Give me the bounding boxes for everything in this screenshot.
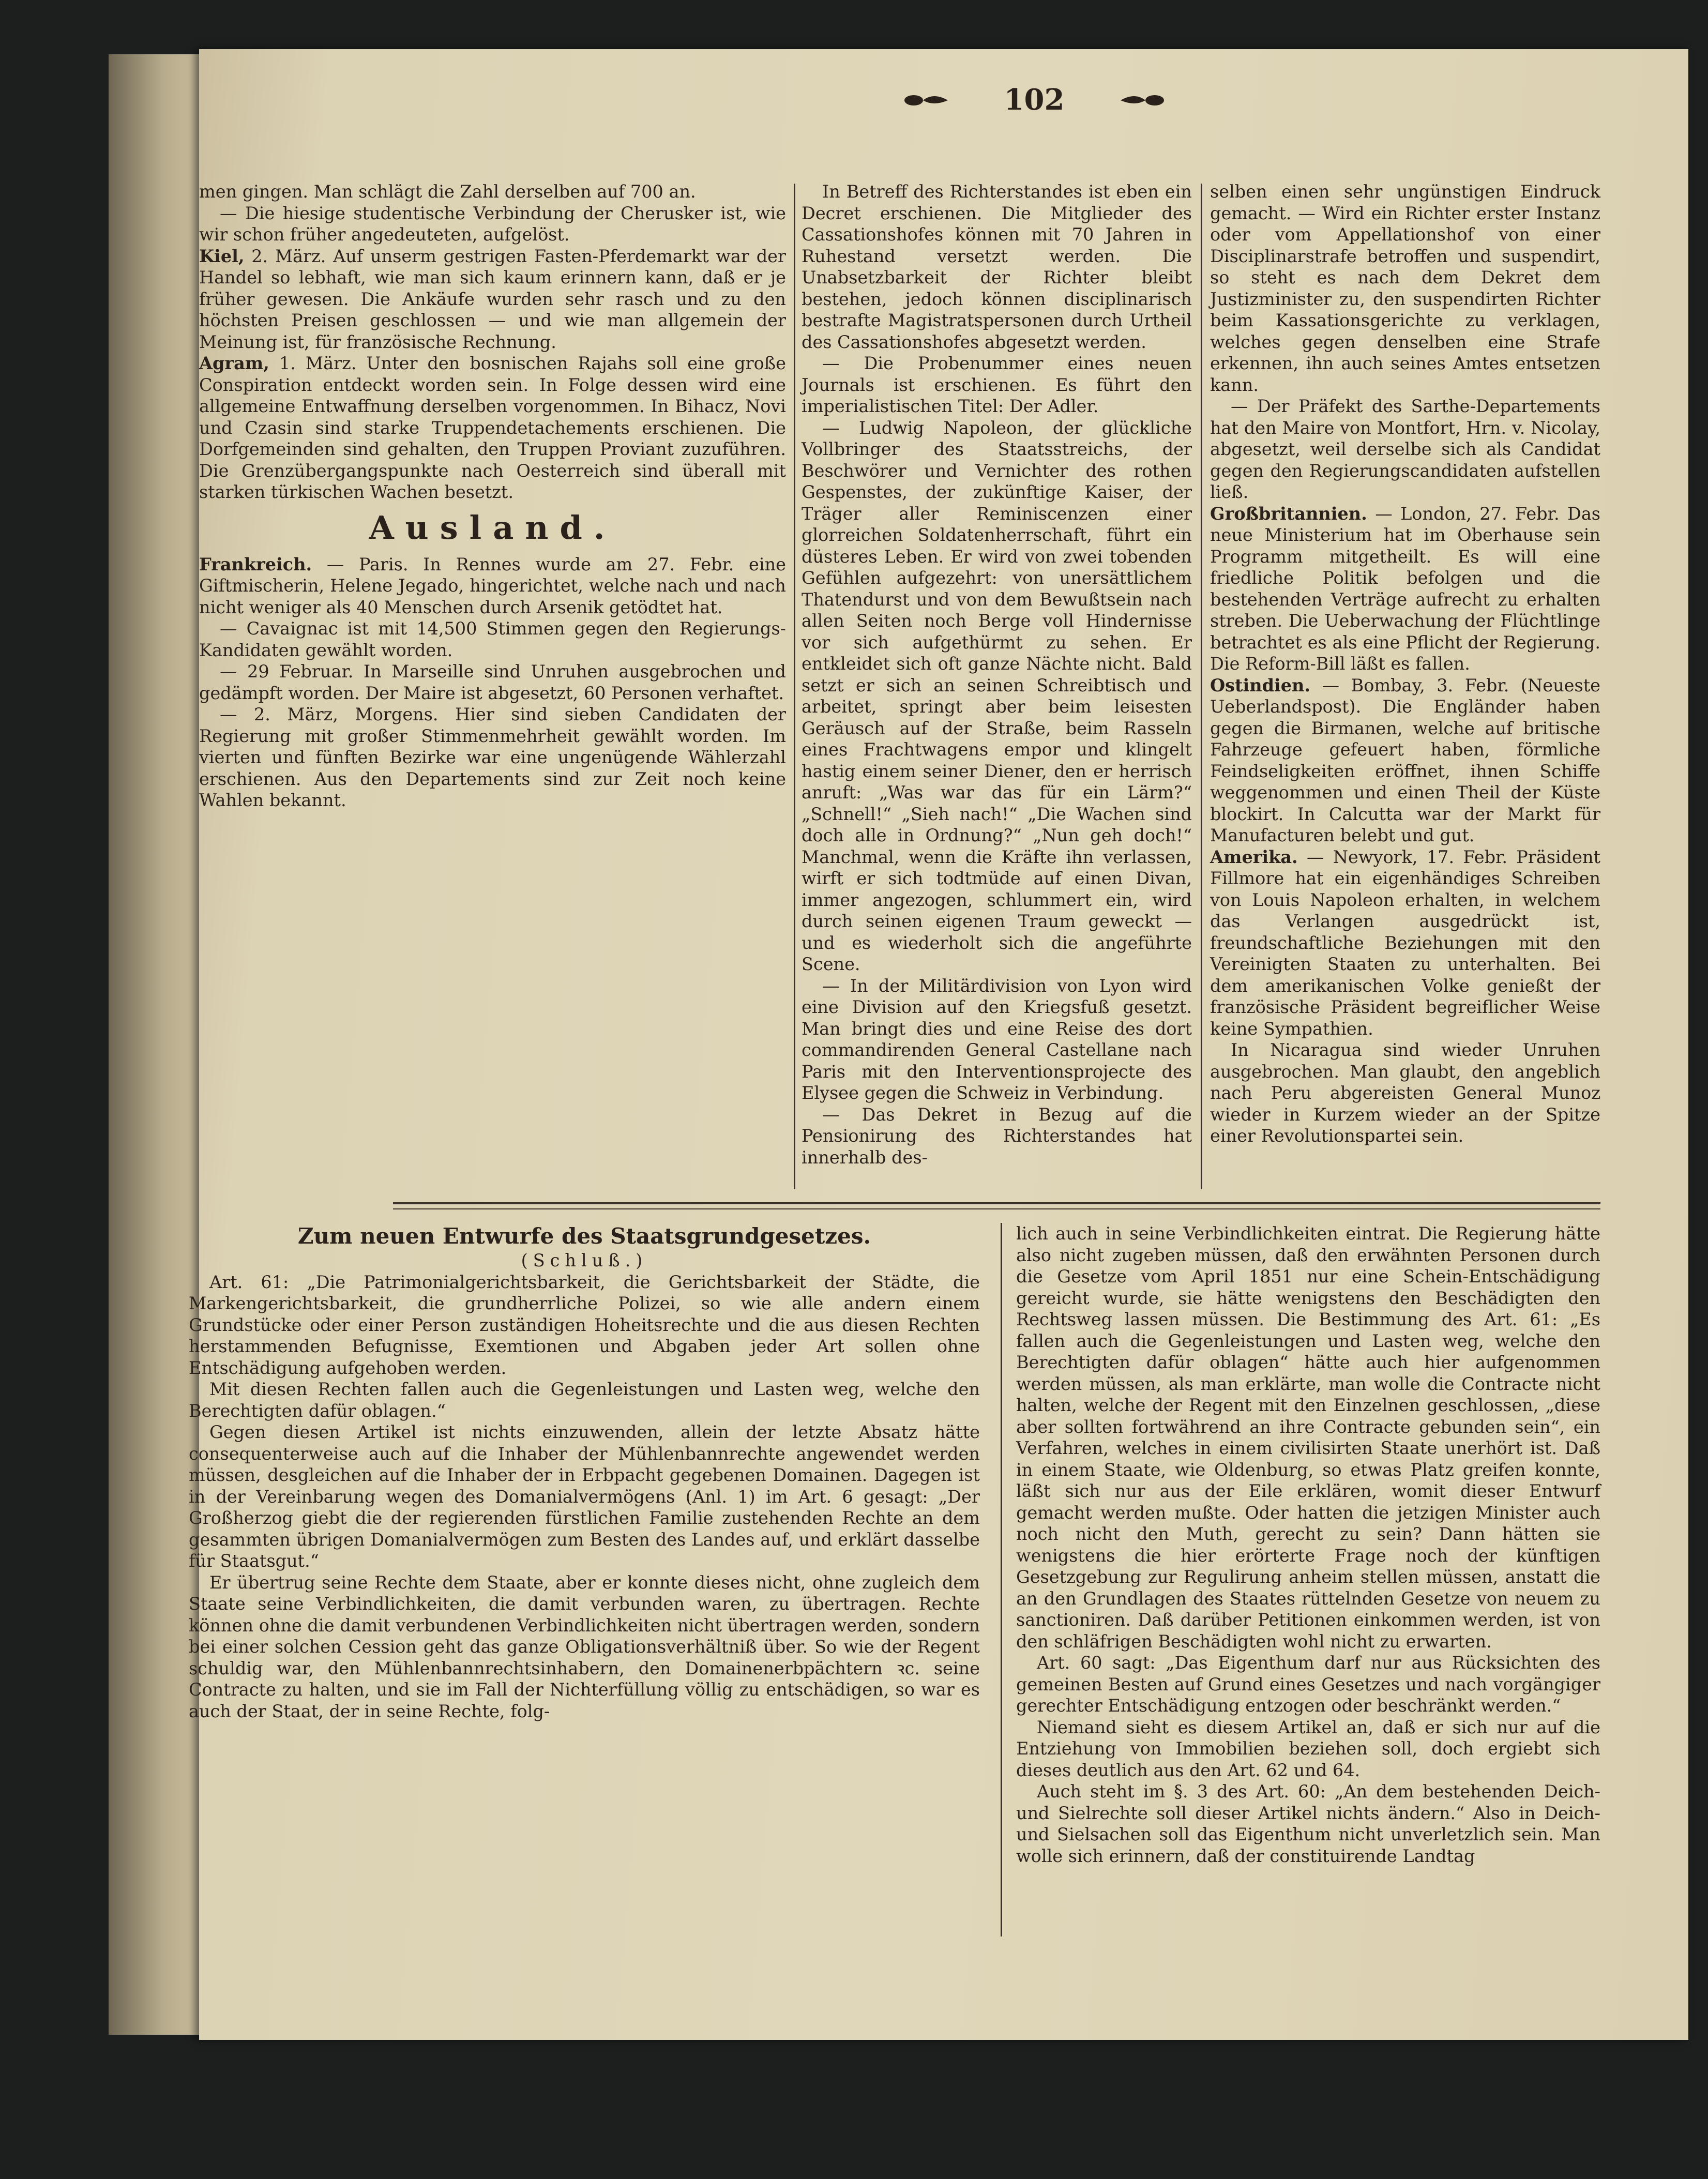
paragraph-text: — Das Dekret in Bezug auf die Pensionirung des Richterstandes hat innerhalb des- xyxy=(802,1104,1192,1168)
dateline: Agram, xyxy=(199,353,269,373)
paragraph-text: Gegen diesen Artikel ist nichts einzuwenden, allein der letzte Absatz hätte consequenterweise auch auf die Inhaber der Mühlenbannrechte angewendet werden müssen, desgleichen auf die Inhaber der in Erbpacht gegebenen Domainen. Dagegen ist in der Vereinbarung wegen des Domanialvermögens (Anl. 1) im Art. 6 gesagt: „Der Großherzog giebt die der regierenden fürstlichen Familie zustehenden Rechte an dem gesammten übrigen Domanialvermögen zum Besten des Landes auf, und erklärt dasselbe für Staatsgut.“ xyxy=(189,1422,980,1571)
paragraph-text: — 2. März, Morgens. Hier sind sieben Candidaten der Regierung mit großer Stimmenmehrheit gewählt worden. Im vierten und fünften Bezirke war eine ungenügende Wählerzahl erschienen. Aus den Departements sind zur Zeit noch keine Wahlen bekannt. xyxy=(199,704,786,810)
paragraph-text: Art. 60 sagt: „Das Eigenthum darf nur aus Rücksichten des gemeinen Besten auf Grund eines Gesetzes und nach vorgängiger gerechter Entschädigung entzogen oder beschränkt werden.“ xyxy=(1016,1653,1600,1716)
paragraph-text: lich auch in seine Verbindlichkeiten eintrat. Die Regierung hätte also nicht zugeben müssen, daß den erwähnten Personen durch die Gesetze vom April 1851 nur eine Schein-Entschädigung gereicht wurde, sie hätte wenigstens den Beschädigten den Rechtsweg lassen müssen. Die Bestimmung des Art. 61: „Es fallen auch die Gegenleistungen und Lasten weg, welche den Berechtigten dafür oblagen“ hätte auch hier aufgenommen werden müssen, als man erklärte, man wolle die Contracte nicht halten, welche der Regent mit den Einzelnen geschlossen, „diese aber sollten fortwährend an ihre Contracte gebunden sein“, ein Verfahren, welches in einem civilisirten Staate unerhört ist. Daß in einem Staate, wie Oldenburg, so etwas Platz greifen konnte, läßt sich nur aus der Eile erklären, womit dieser Entwurf gemacht werden mußte. Oder hatten die jetzigen Minister auch noch nicht den Muth, gerecht zu sein? Dann hätten sie wenigstens die hier erörterte Frage noch der künftigen Gesetzgebung zur Regulirung anheim stellen müssen, anstatt die an den Grundlagen des Staates rüttelnden Gesetze von neuem zu sanctioniren. Daß darüber Petitionen einkommen werden, ist von den schläfrigen Beschädigten wohl nicht zu erwarten. xyxy=(1016,1223,1600,1652)
column-divider xyxy=(1201,184,1202,1189)
paragraph xyxy=(199,618,786,661)
paragraph-text: — Newyork, 17. Febr. Präsident Fillmore hat ein eigenhändiges Schreiben von Louis Napoleon erhalten, in welchem das Verlangen ausgedrückt ist, freundschaftliche Beziehungen mit den Vereinigten Staaten zu unterhalten. Bei dem amerikanischen Volke genießt der französische Präsident begreiflicher Weise keine Sympathien. xyxy=(1210,846,1600,1039)
article-subtitle: (Schluß.) xyxy=(521,1250,648,1270)
paragraph xyxy=(189,1379,980,1421)
paragraph xyxy=(1016,1717,1600,1781)
news-column-1 xyxy=(199,181,786,811)
news-column-2 xyxy=(802,181,1192,1168)
paragraph xyxy=(1210,503,1600,675)
paragraph-text: Art. 61: „Die Patrimonialgerichtsbarkeit, die Gerichtsbarkeit der Städte, die Markengerichtsbarkeit, die grundherrliche Polizei, so wie alle andern einem Grundstücke oder einer Person zuständigen Hoheitsrechte und die aus diesen Rechten herstammenden Befugnisse, Exemtionen und Abgaben jeder Art sollen ohne Entschädigung aufgehoben werden. xyxy=(189,1272,980,1378)
page-number-header xyxy=(879,78,1189,124)
paragraph-text: — Paris. In Rennes wurde am 27. Febr. eine Giftmischerin, Helene Jegado, hingerichtet, welche nach und nach nicht weniger als 40 Menschen durch Arsenik getödtet hat. xyxy=(199,554,786,617)
paragraph xyxy=(199,353,786,503)
paragraph xyxy=(199,246,786,353)
paragraph xyxy=(1210,1039,1600,1147)
paragraph-text: — Cavaignac ist mit 14,500 Stimmen gegen den Regierungs-Kandidaten gewählt worden. xyxy=(199,618,786,660)
paragraph xyxy=(199,704,786,811)
paragraph-text: — Die Probenummer eines neuen Journals ist erschienen. Es führt den imperialistischen Titel: Der Adler. xyxy=(802,353,1192,416)
paragraph-text: 1. März. Unter den bosnischen Rajahs soll eine große Conspiration entdeckt worden sein. In Folge dessen wird eine allgemeine Entwaffnung derselben vorgenommen. In Bihacz, Novi und Czasin sind starke Truppendetachements erschienen. Die Dorfgemeinden sind gehalten, den Truppen Proviant zuzuführen. Die Grenzübergangspunkte nach Oesterreich sind überall mit starken türkischen Wachen besetzt. xyxy=(199,353,786,502)
paragraph xyxy=(199,203,786,246)
paragraph xyxy=(802,353,1192,417)
dateline: Ostindien. xyxy=(1210,675,1311,695)
paragraph xyxy=(802,975,1192,1104)
paragraph-text: selben einen sehr ungünstigen Eindruck gemacht. — Wird ein Richter erster Instanz oder vom Appellationshof von einer Disciplinarstrafe betroffen und suspendirt, so steht es nach dem Dekret dem Justizminister zu, den suspendirten Richter beim Kassationsgerichte zu verklagen, welches gegen denselben eine Strafe erkennen, ihn auch seines Amtes entsetzen kann. xyxy=(1210,181,1600,395)
paragraph-text: — In der Militärdivision von Lyon wird eine Division auf den Kriegsfuß gesetzt. Man bringt dies und eine Reise des dort commandirenden General Castellane nach Paris mit den Interventionsprojecte des Elysee gegen die Schweiz in Verbindung. xyxy=(802,975,1192,1103)
paragraph xyxy=(1210,181,1600,396)
paragraph xyxy=(199,181,786,203)
column-divider xyxy=(794,184,795,1189)
paragraph-text: — Die hiesige studentische Verbindung der Cherusker ist, wie wir schon früher angedeuteten, aufgelöst. xyxy=(199,203,786,245)
paragraph xyxy=(1016,1781,1600,1867)
dateline: Großbritannien. xyxy=(1210,503,1367,524)
paragraph xyxy=(199,661,786,704)
paragraph-text: Niemand sieht es diesem Artikel an, daß er sich nur auf die Entziehung von Immobilien beziehen soll, doch ergiebt sich dieses deutlich aus den Art. 62 und 64. xyxy=(1016,1717,1600,1780)
news-column-3 xyxy=(1210,181,1600,1147)
paragraph-text: — Bombay, 3. Febr. (Neueste Ueberlandspost). Die Engländer haben gegen die Birmanen, welche auf britische Fahrzeuge gefeuert haben, förmliche Feindseligkeiten eröffnet, ihnen Schiffe weggenommen und einen Theil der Küste blockirt. In Calcutta war der Markt für Manufacturen belebt und gut. xyxy=(1210,675,1600,845)
paragraph-text: — London, 27. Febr. Das neue Ministerium hat im Oberhause sein Programm mitgetheilt. Es will eine friedliche Politik befolgen und die bestehenden Verträge aufrecht zu erhalten streben. Die Ueberwachung der Flüchtlinge betrachtet es als eine Pflicht der Regierung. Die Reform-Bill läßt es fallen. xyxy=(1210,503,1600,674)
ornament-right-icon xyxy=(1120,89,1166,110)
paragraph-text: — 29 Februar. In Marseille sind Unruhen ausgebrochen und gedämpft worden. Der Maire ist abgesetzt, 60 Personen verhaftet. xyxy=(199,661,786,703)
paragraph xyxy=(189,1272,980,1379)
paragraph xyxy=(1016,1652,1600,1717)
section-heading: Ausland. xyxy=(369,508,616,547)
page-number: 102 xyxy=(1004,83,1065,117)
column-divider xyxy=(1001,1223,1002,1936)
article-column-1 xyxy=(189,1223,980,1722)
paragraph-text: Auch steht im §. 3 des Art. 60: „An dem bestehenden Deich- und Sielrechte soll dieser Artikel nichts ändern.“ Also in Deich- und Sielsachen soll das Eigenthum nicht unverletzlich sein. Man wolle sich erinnern, daß der constituirende Landtag xyxy=(1016,1781,1600,1866)
paragraph xyxy=(1016,1223,1600,1652)
paragraph xyxy=(189,1421,980,1572)
paragraph xyxy=(1210,846,1600,1040)
paragraph xyxy=(199,554,786,618)
section-divider xyxy=(393,1202,1600,1204)
paragraph xyxy=(1210,675,1600,846)
paragraph-text: 2. März. Auf unserm gestrigen Fasten-Pferdemarkt war der Handel so lebhaft, wie man sich kaum erinnern kann, daß er je früher gewesen. Die Ankäufe wurden sehr rasch und zu den höchsten Preisen geschlossen — und wie man allgemein der Meinung ist, für französische Rechnung. xyxy=(199,246,786,352)
paragraph xyxy=(1210,396,1600,503)
article-title: Zum neuen Entwurfe des Staatsgrundgesetzes. xyxy=(297,1223,871,1249)
paragraph xyxy=(802,1104,1192,1169)
paragraph-text: Mit diesen Rechten fallen auch die Gegenleistungen und Lasten weg, welche den Berechtigten dafür oblagen.“ xyxy=(189,1379,980,1421)
ornament-left-icon xyxy=(902,89,949,110)
paragraph-text: In Betreff des Richterstandes ist eben ein Decret erschienen. Die Mitglieder des Cassationshofes können mit 70 Jahren in Ruhestand versetzt werden. Die Unabsetzbarkeit der Richter bleibt bestehen, jedoch können disciplinarisch bestrafte Magistratspersonen durch Urtheil des Cassationshofes abgesetzt werden. xyxy=(802,181,1192,352)
dateline: Frankreich. xyxy=(199,554,312,574)
paragraph xyxy=(802,417,1192,975)
dateline: Kiel, xyxy=(199,246,245,266)
paragraph-text: — Ludwig Napoleon, der glückliche Vollbringer des Staatsstreichs, der Beschwörer und Vernichter des rothen Gespenstes, der zukünftige Kaiser, der Träger aller Reminiscenzen einer glorreichen Soldatenherrschaft, führt ein düsteres Leben. Er wird von zwei tobenden Gefühlen aufgezehrt: von unersättlichem Thatendurst und von dem Bewußtsein nach allen Seiten noch Berge voll Hindernisse vor sich aufgethürmt zu sehen. Er entkleidet sich oft ganze Nächte nicht. Bald setzt er sich an seinen Schreibtisch und arbeitet, springt aber beim leisesten Geräusch auf der Straße, beim Rasseln eines Frachtwagens empor und klingelt hastig einem seiner Diener, den er herrisch anruft: „Was war das für ein Lärm?“ „Schnell!“ „Sieh nach!“ „Die Wachen sind doch alle in Ordnung?“ „Nun geh doch!“ Manchmal, wenn die Kräfte ihn verlassen, wirft er sich todtmüde auf einen Divan, immer angezogen, schlummert ein, wird durch seinen eigenen Traum geweckt — und es wiederholt sich die angeführte Scene. xyxy=(802,417,1192,974)
article-column-2 xyxy=(1016,1223,1600,1867)
paragraph xyxy=(189,1572,980,1722)
section-divider xyxy=(393,1208,1600,1209)
paragraph-text: In Nicaragua sind wieder Unruhen ausgebrochen. Man glaubt, den angeblich nach Peru abgereisten General Munoz wieder in Kurzem wieder an der Spitze einer Revolutionspartei sein. xyxy=(1210,1040,1600,1146)
dateline: Amerika. xyxy=(1210,846,1298,867)
paragraph-text: — Der Präfekt des Sarthe-Departements hat den Maire von Montfort, Hrn. v. Nicolay, abgesetzt, weil derselbe sich als Candidat gegen den Regierungscandidaten aufstellen ließ. xyxy=(1210,396,1600,502)
paragraph-text: Er übertrug seine Rechte dem Staate, aber er konnte dieses nicht, ohne zugleich dem Staate seine Verbindlichkeiten, die damit verbunden waren, zu übertragen. Rechte können ohne die damit verbundenen Verbindlichkeiten nicht übertragen werden, sondern bei einer solchen Cession geht das ganze Obligationsverhältniß über. So wie der Regent schuldig war, den Mühlenbannrechtsinhabern, den Domainenerbpächtern ꝛc. seine Contracte zu halten, und sie im Fall der Nichterfüllung völlig zu entschädigen, so war es auch der Staat, der in seine Rechte, folg- xyxy=(189,1572,980,1721)
paragraph-text: men gingen. Man schlägt die Zahl derselben auf 700 an. xyxy=(199,181,696,202)
paragraph xyxy=(802,181,1192,353)
